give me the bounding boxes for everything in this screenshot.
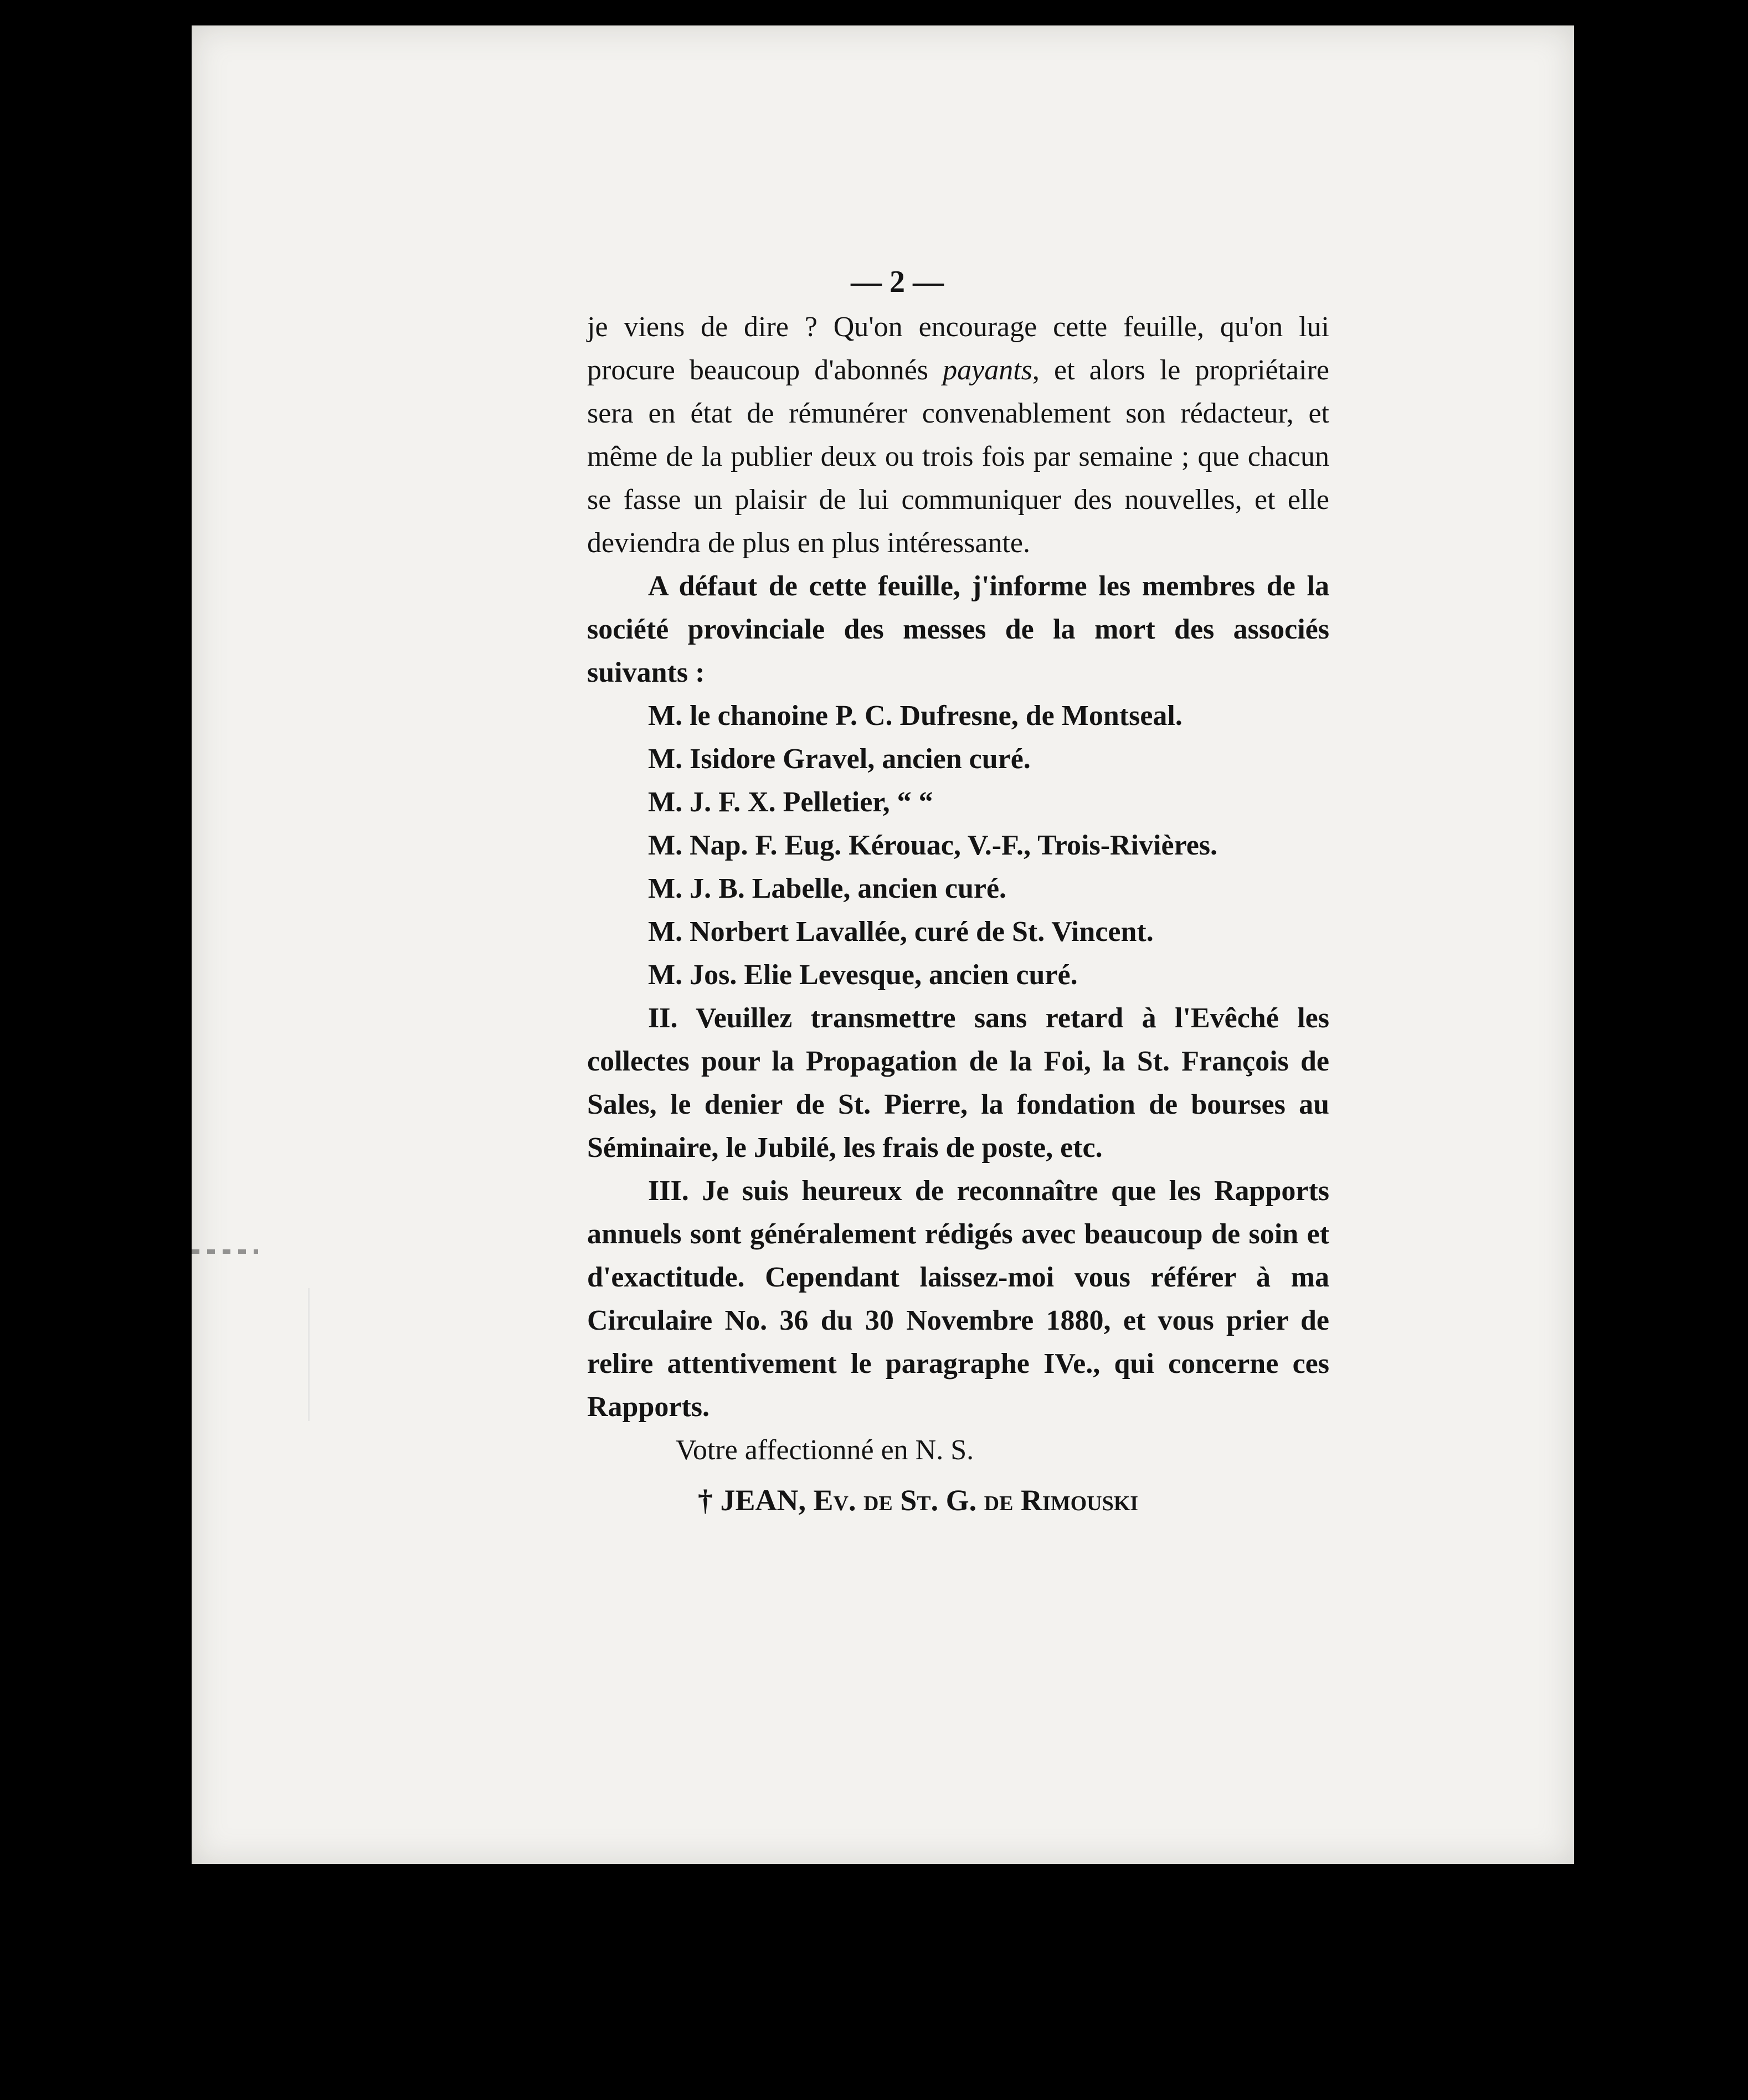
paragraph-rapports: III. Je suis heureux de reconnaître que les Rapports annuels sont généralement rédigés avec beaucoup de soin et d'exactitude. Cependant laissez-moi vous référer à ma Circulaire No. 36 du 30 Novembre 1880, et vous prier de relire attentivement le paragraphe IVe., qui concerne ces Rapports. [587,1175,1329,1423]
list-item: M. le chanoine P. C. Dufresne, de Montseal. [648,700,1183,732]
list-item: M. J. B. Labelle, ancien curé. [648,873,1007,904]
list-item: M. Jos. Elie Levesque, ancien curé. [648,959,1078,991]
paragraph-feuille [587,306,1329,565]
list-item: M. Isidore Gravel, ancien curé. [648,743,1031,775]
fold-mark [192,1249,258,1254]
paragraph-collectes: II. Veuillez transmettre sans retard à l'Evêché les collectes pour la Propagation de la Foi, la St. François de Sales, le denier de St. Pierre, la fondation de bourses au Séminaire, le Jubilé, les frais de poste, etc. [587,1002,1329,1164]
emphasis-payants: payants [943,354,1032,386]
deceased-list [587,694,1329,997]
paper-crease [308,1288,315,1421]
paragraph-feuille-start: je viens de dire ? Qu'on encourage cette feuille, qu'on lui procure beaucoup d'abonnés [587,311,1329,386]
page-number: — 2 — [851,265,944,299]
signature: † JEAN, Ev. de St. G. de Rimouski [698,1484,1139,1517]
paragraph-societe: A défaut de cette feuille, j'informe les membres de la société provinciale des messes de la mort des associés suivants : [587,570,1329,688]
list-item: M. Nap. F. Eug. Kérouac, V.-F., Trois-Rivières. [648,830,1218,861]
list-item: M. J. F. X. Pelletier, “ “ [648,786,933,818]
document-text [587,260,1329,1522]
closing-line: Votre affectionné en N. S. [676,1434,974,1466]
list-item: M. Norbert Lavallée, curé de St. Vincent. [648,916,1154,948]
paragraph-feuille-end: , et alors le propriétaire sera en état de rémunérer convenablement son rédacteur, et même de la publier deux ou trois fois par semaine ; que chacun se fasse un plaisir de lui communiquer des nouvelles, et elle deviendra de plus en plus intéressante. [587,354,1329,559]
